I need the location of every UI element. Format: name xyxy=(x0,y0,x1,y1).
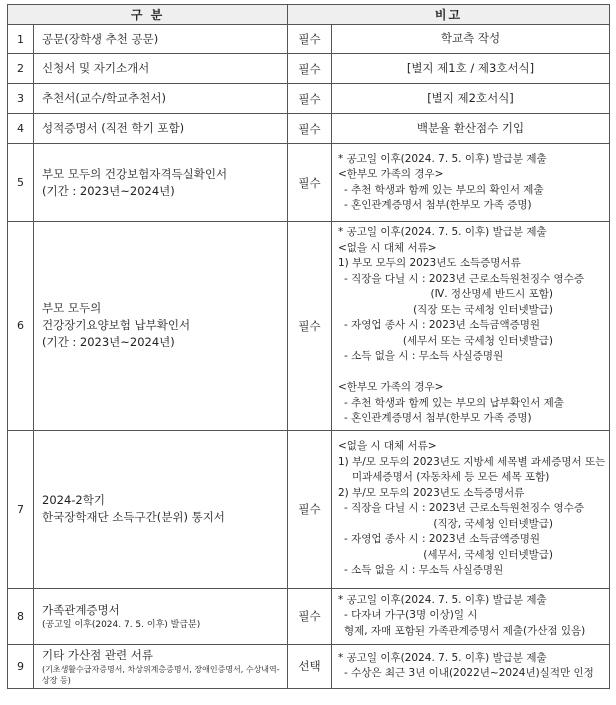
row-item xyxy=(34,644,288,688)
note-line: - 직장을 다닐 시 : 2023년 근로소득원천징수 영수증 xyxy=(344,272,584,285)
item-subnote: (공고일 이후(2024. 7. 5. 이후) 발급분) xyxy=(42,619,201,630)
table-header-row xyxy=(8,5,610,25)
table-row xyxy=(8,644,610,688)
note-line: (Ⅳ. 정산명세 반드시 포함) xyxy=(430,288,553,300)
item-period: (기간 : 2023년~2024년) xyxy=(42,183,175,198)
document-table-wrapper xyxy=(7,4,610,689)
row-requirement: 선택 xyxy=(288,644,332,688)
note-line: - 혼인관계증명서 첨부(한부모 가족 증명) xyxy=(344,199,532,211)
note-line: - 자영업 종사 시 : 2023년 소득금액증명원 xyxy=(344,533,541,546)
row-number: 2 xyxy=(8,54,34,84)
row-item xyxy=(34,144,288,222)
table-row xyxy=(8,84,610,114)
document-requirements-table xyxy=(7,4,610,689)
note-line: <없을 시 대체 서류> xyxy=(338,440,437,453)
note-line: - 소득 없을 시 : 무소득 사실증명원 xyxy=(344,564,504,577)
item-period: (기간 : 2023년~2024년) xyxy=(42,335,175,350)
row-item: 추천서(교수/학교추천서) xyxy=(34,84,288,114)
note-line: - 자영업 종사 시 : 2023년 소득금액증명원 xyxy=(344,319,541,331)
table-row xyxy=(8,430,610,588)
row-number: 3 xyxy=(8,84,34,114)
note-line: (세무서 또는 국세청 인터넷발급) xyxy=(402,334,553,347)
row-requirement: 필수 xyxy=(288,84,332,114)
row-number: 7 xyxy=(8,430,34,588)
note-line: (직장, 국세청 인터넷발급) xyxy=(433,517,553,530)
table-row xyxy=(8,54,610,84)
note-line: 1) 부/모 모두의 2023년도 지방세 세목별 과세증명서 또는 xyxy=(338,455,606,468)
row-number: 6 xyxy=(8,222,34,431)
note-line: * 공고일 이후(2024. 7. 5. 이후) 발급분 제출 xyxy=(338,152,547,165)
row-item: 공문(장학생 추천 공문) xyxy=(34,25,288,54)
row-requirement: 필수 xyxy=(288,144,332,222)
row-item xyxy=(34,430,288,588)
row-number: 5 xyxy=(8,144,34,222)
note-line: - 수상은 최근 3년 이내(2022년~2024년)실적만 인정 xyxy=(344,667,594,679)
note-line: - 직장을 다닐 시 : 2023년 근로소득원천징수 영수증 xyxy=(344,502,584,515)
row-requirement: 필수 xyxy=(288,54,332,84)
row-note: [별지 제2호서식] xyxy=(332,84,610,114)
note-line: 형제, 자매 포함된 가족관계증명서 제출(가산점 있음) xyxy=(344,624,586,637)
row-note: 학교측 작성 xyxy=(332,25,610,54)
note-line: (직장 또는 국세청 인터넷발급) xyxy=(413,303,553,316)
item-line: 부모 모두의 xyxy=(42,301,102,316)
note-line: - 혼인관계증명서 첨부(한부모 가족 증명) xyxy=(344,412,532,424)
header-category: 구 분 xyxy=(8,5,288,25)
table-row xyxy=(8,25,610,54)
note-line: <한부모 가족의 경우> xyxy=(338,381,444,393)
note-line: 1) 부모 모두의 2023년도 소득증명서류 xyxy=(338,257,521,269)
row-item xyxy=(34,222,288,431)
row-requirement: 필수 xyxy=(288,25,332,54)
row-requirement: 필수 xyxy=(288,430,332,588)
note-line: (세무서, 국세청 인터넷발급) xyxy=(423,548,553,561)
row-note xyxy=(332,430,610,588)
row-item: 신청서 및 자기소개서 xyxy=(34,54,288,84)
item-subnote: (기초생활수급자증명서, 차상위계층증명서, 장애인증명서, 수상내역-상장 등) xyxy=(42,664,280,685)
item-line: 2024-2학기 xyxy=(42,493,105,507)
note-line: * 공고일 이후(2024. 7. 5. 이후) 발급분 제출 xyxy=(338,651,547,664)
row-requirement: 필수 xyxy=(288,222,332,431)
item-line: 건강장기요양보험 납부확인서 xyxy=(42,318,191,333)
note-line: - 추천 학생과 함께 있는 부모의 납부확인서 제출 xyxy=(344,396,564,409)
item-line: 부모 모두의 건강보험자격득실확인서 xyxy=(42,166,228,181)
item-line: 가족관계증명서 xyxy=(42,602,120,617)
note-line: - 다자녀 가구(3명 이상)일 시 xyxy=(344,609,478,622)
row-requirement: 필수 xyxy=(288,588,332,644)
row-item: 성적증명서 (직전 학기 포함) xyxy=(34,114,288,144)
item-line: 기타 가산점 관련 서류 xyxy=(42,647,153,662)
note-line: * 공고일 이후(2024. 7. 5. 이후) 발급분 제출 xyxy=(338,226,547,238)
note-line: - 소득 없을 시 : 무소득 사실증명원 xyxy=(344,350,504,362)
note-line: 미과세증명서 (자동차세 등 모든 세목 포함) xyxy=(352,471,550,484)
note-line: <없을 시 대체 서류> xyxy=(338,241,437,254)
row-number: 8 xyxy=(8,588,34,644)
row-item xyxy=(34,588,288,644)
table-row xyxy=(8,114,610,144)
row-requirement: 필수 xyxy=(288,114,332,144)
row-note xyxy=(332,588,610,644)
table-row xyxy=(8,144,610,222)
note-line: <한부모 가족의 경우> xyxy=(338,168,444,180)
item-line: 한국장학재단 소득구간(분위) 통지서 xyxy=(42,510,225,524)
table-row xyxy=(8,222,610,431)
row-note xyxy=(332,144,610,222)
row-note xyxy=(332,222,610,431)
row-number: 1 xyxy=(8,25,34,54)
note-line: 2) 부/모 모두의 2023년도 소득증명서류 xyxy=(338,486,525,499)
row-number: 9 xyxy=(8,644,34,688)
row-note: [별지 제1호 / 제3호서식] xyxy=(332,54,610,84)
header-remarks: 비고 xyxy=(288,5,610,25)
table-row xyxy=(8,588,610,644)
row-note xyxy=(332,644,610,688)
row-number: 4 xyxy=(8,114,34,144)
row-note: 백분율 환산점수 기입 xyxy=(332,114,610,144)
note-spacer xyxy=(338,365,603,381)
note-line: * 공고일 이후(2024. 7. 5. 이후) 발급분 제출 xyxy=(338,593,547,606)
note-line: - 추천 학생과 함께 있는 부모의 확인서 제출 xyxy=(344,183,544,196)
